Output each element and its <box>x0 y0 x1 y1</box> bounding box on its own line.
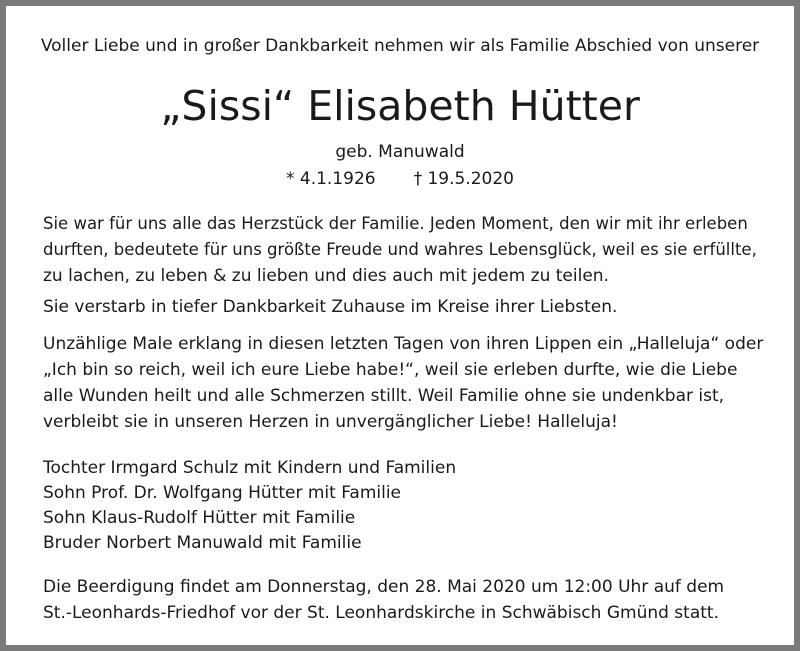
funeral-line: St.-Leonhards-Friedhof vor der St. Leonhardskirche in Schwäbisch Gmünd statt. <box>43 603 719 623</box>
halleluja-line: alle Wunden heilt und alle Schmerzen stillt. Weil Familie ohne sie undenkbar ist, <box>43 386 725 406</box>
survivors-list <box>43 456 456 556</box>
intro-text: Voller Liebe und in großer Dankbarkeit nehmen wir als Familie Abschied von unserer <box>40 36 760 56</box>
tribute-line: zu lachen, zu leben & zu lieben und dies auch mit jedem zu teilen. <box>43 266 609 286</box>
halleluja-paragraph <box>43 331 767 435</box>
deceased-name: „Sissi“ Elisabeth Hütter <box>160 82 640 130</box>
survivor-entry: Sohn Klaus-Rudolf Hütter mit Familie <box>43 508 356 528</box>
survivor-entry: Sohn Prof. Dr. Wolfgang Hütter mit Familie <box>43 483 402 503</box>
death-date: † 19.5.2020 <box>413 169 515 189</box>
passing-paragraph <box>43 294 767 320</box>
survivor-entry: Bruder Norbert Manuwald mit Familie <box>43 533 362 553</box>
halleluja-line: Unzählige Male erklang in diesen letzten Tagen von ihren Lippen ein „Halleluja“ oder <box>43 334 764 354</box>
funeral-line: Die Beerdigung findet am Donnerstag, den 28. Mai 2020 um 12:00 Uhr auf dem <box>43 577 725 597</box>
birth-date: * 4.1.1926 <box>285 169 376 189</box>
survivor-entry: Tochter Irmgard Schulz mit Kindern und Familien <box>43 458 457 478</box>
halleluja-line: verbleibt sie in unseren Herzen in unvergänglicher Liebe! Halleluja! <box>43 412 618 432</box>
funeral-info <box>43 574 767 626</box>
halleluja-line: „Ich bin so reich, weil ich eure Liebe habe!“, weil sie erleben durfte, wie die Liebe <box>43 360 738 380</box>
tribute-line: Sie war für uns alle das Herzstück der Familie. Jeden Moment, den wir mit ihr erleben <box>43 214 748 233</box>
passing-line: Sie verstarb in tiefer Dankbarkeit Zuhause im Kreise ihrer Liebsten. <box>43 297 618 317</box>
birth-name: geb. Manuwald <box>335 142 465 162</box>
tribute-line: durften, bedeutete für uns größte Freude und wahres Lebensglück, weil es sie erfüllte, <box>43 240 757 259</box>
life-dates <box>6 166 794 192</box>
tribute-paragraph <box>43 211 767 289</box>
